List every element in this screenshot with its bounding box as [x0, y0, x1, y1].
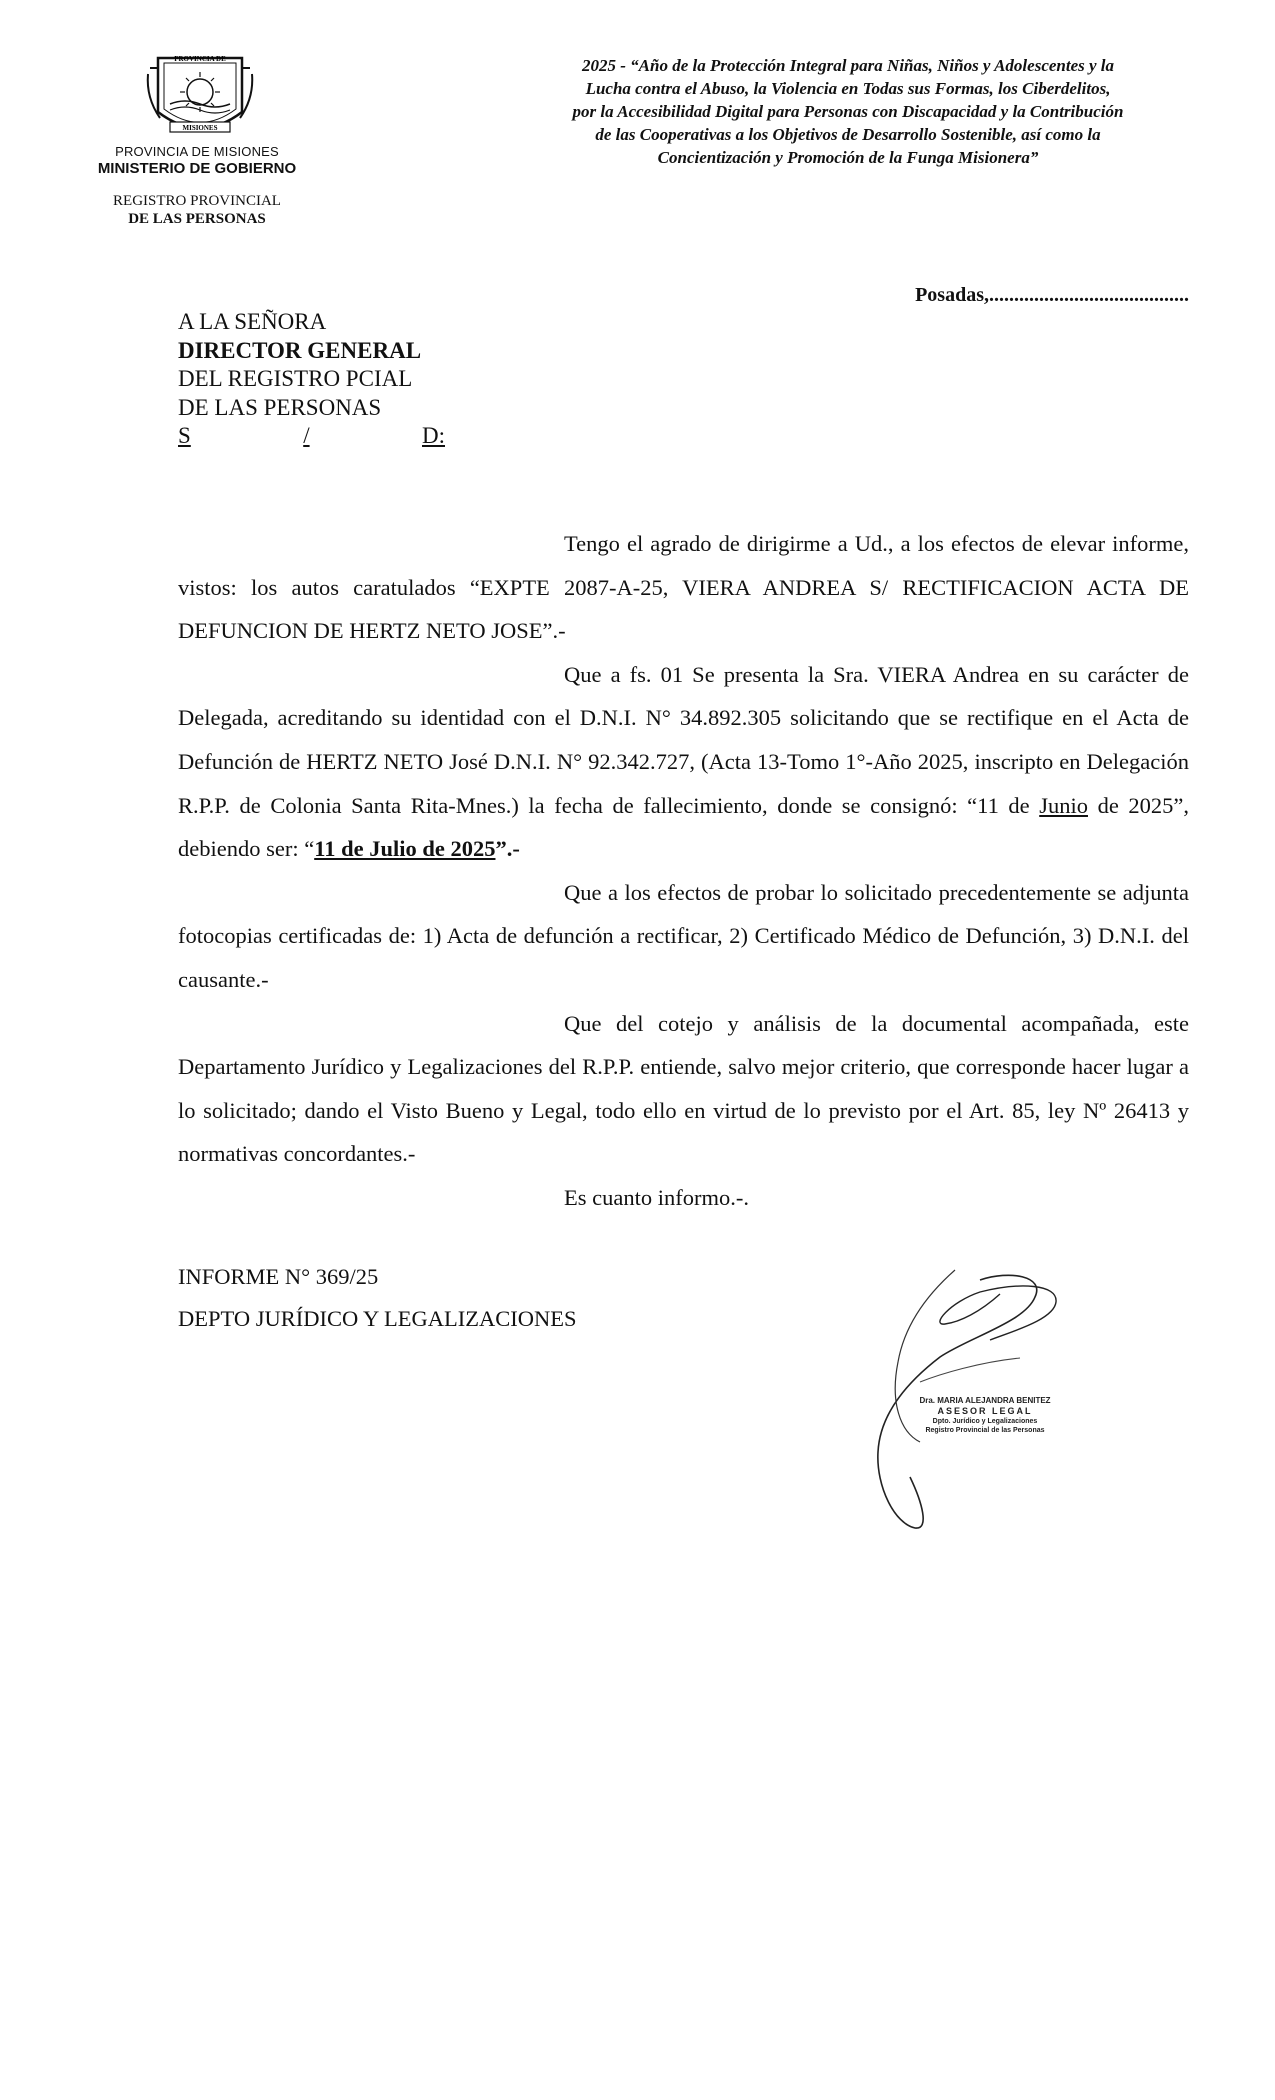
organization-block — [62, 144, 332, 228]
seal-text-top: PROVINCIA DE — [174, 55, 226, 63]
paragraph-evidence: Que a los efectos de probar lo solicitado precedentemente se adjunta fotocopias certificadas de: 1) Acta de defunción a rectificar, 2) Certificado Médico de Defunción, 3) D.N.I. del causante.- — [178, 879, 1189, 992]
place-date: Posadas,........................................ — [915, 284, 1189, 306]
province-name: PROVINCIA DE MISIONES — [115, 144, 279, 159]
sd-d: D: — [422, 423, 445, 448]
stamp-department: Dpto. Jurídico y Legalizaciones — [932, 1418, 1038, 1425]
paragraph-closing: Es cuanto informo.-. — [564, 1184, 749, 1210]
report-number: INFORME N° 369/25 — [178, 1264, 379, 1289]
sd-slash: / — [303, 423, 310, 448]
stamp-title: ASESOR LEGAL — [937, 1406, 1033, 1416]
paragraph-opinion: Que del cotejo y análisis de la documental acompañada, este Departamento Jurídico y Legalizaciones del R.P.P. entiende, salvo mejor criterio, que corresponde hacer lugar a lo solicitado; dando el Visto Bueno y Legal, todo ello en virtud de lo previsto por el Art. 85, ley Nº 26413 y normativas concordantes.- — [178, 1010, 1189, 1167]
report-department: DEPTO JURÍDICO Y LEGALIZACIONES — [178, 1306, 577, 1331]
stamp-name: Dra. MARIA ALEJANDRA BENITEZ — [919, 1396, 1051, 1405]
addressee-title: DIRECTOR GENERAL — [178, 337, 422, 363]
paragraph-request-text: de 2025”, debiendo ser: “ — [178, 792, 1189, 862]
crest-seal — [140, 48, 260, 144]
seal-text-bottom: MISIONES — [182, 124, 218, 132]
motto-line: Concientización y Promoción de la Funga Misionera” — [657, 148, 1039, 167]
correct-date: 11 de Julio de 2025 — [314, 836, 496, 862]
year-motto — [488, 54, 1208, 169]
official-stamp — [910, 1396, 1060, 1435]
paragraph-request-text: Que a fs. 01 Se presenta la Sra. VIERA Andrea en su carácter de Delegada, acreditando su identidad con el D.N.I. N° 34.892.305 solicitando que se rectifique en el Acta de Defunción de HERTZ NETO José D.N.I. N° 92.342.727, (Acta 13-Tomo 1°-Año 2025, inscripto en Delegación R.P.P. de Colonia Santa Rita-Mnes.) la fecha de fallecimiento, donde se consignó: “11 de — [178, 661, 1189, 818]
paragraph-request-end: ”.- — [495, 836, 520, 862]
stamp-organization: Registro Provincial de las Personas — [925, 1427, 1045, 1434]
motto-line: 2025 - “Año de la Protección Integral para Niñas, Niños y Adolescentes y la — [581, 56, 1115, 75]
paragraph-request — [178, 653, 1189, 871]
sd-line — [178, 422, 445, 451]
registry-name-line2: DE LAS PERSONAS — [128, 211, 266, 227]
motto-line: de las Cooperativas a los Objetivos de Desarrollo Sostenible, así como la — [595, 125, 1101, 144]
paragraph-intro: Tengo el agrado de dirigirme a Ud., a los efectos de elevar informe, vistos: los autos caratulados “EXPTE 2087-A-25, VIERA ANDREA S/ RECTIFICACION ACTA DE DEFUNCION DE HERTZ NETO JOSE”.- — [178, 531, 1189, 644]
motto-line: por la Accesibilidad Digital para Personas con Discapacidad y la Contribución — [572, 102, 1124, 121]
motto-line: Lucha contra el Abuso, la Violencia en Todas sus Formas, los Ciberdelitos, — [585, 79, 1111, 98]
ministry-name: MINISTERIO DE GOBIERNO — [97, 160, 297, 177]
addressee-line: A LA SEÑORA — [178, 309, 327, 334]
addressee-block — [178, 308, 445, 451]
addressee-line: DEL REGISTRO PCIAL — [178, 366, 413, 391]
addressee-line: DE LAS PERSONAS — [178, 394, 382, 420]
registry-name-line1: REGISTRO PROVINCIAL — [113, 193, 281, 209]
sd-s: S — [178, 423, 191, 448]
wrong-month: Junio — [1039, 792, 1088, 818]
report-reference — [178, 1256, 577, 1340]
report-body — [178, 522, 1189, 1220]
